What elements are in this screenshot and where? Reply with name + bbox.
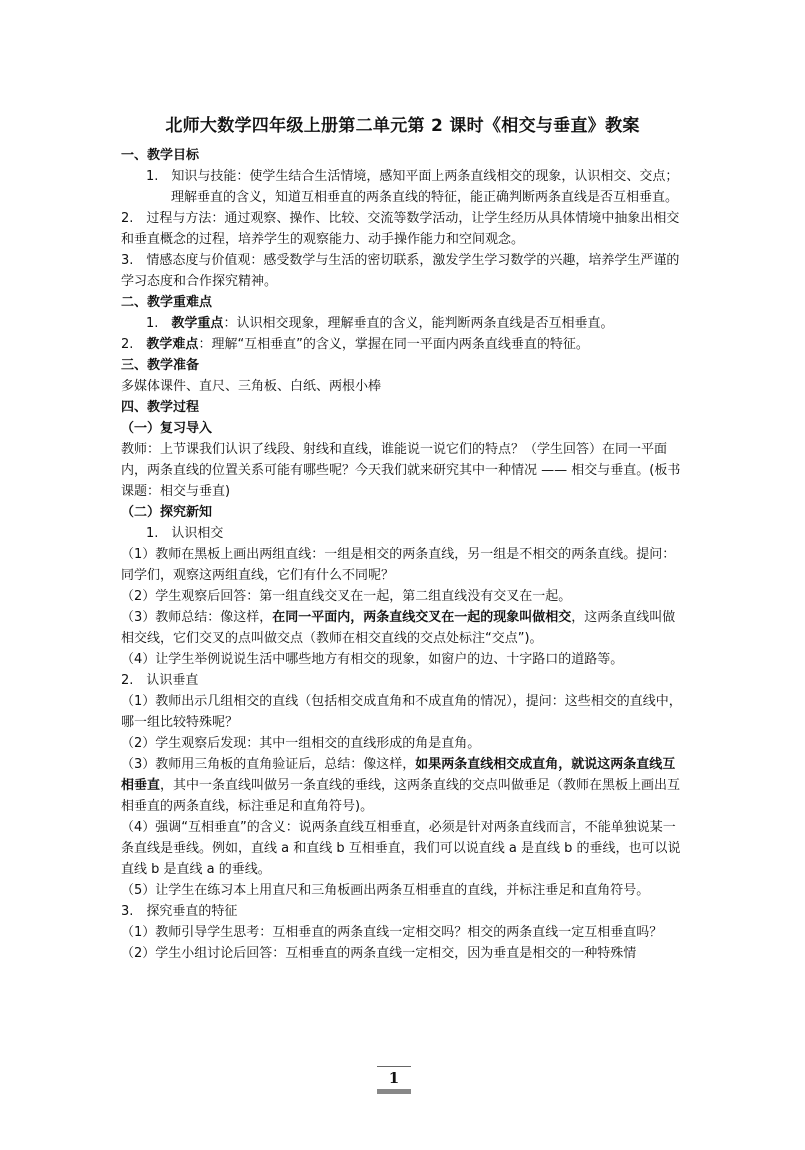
part-title-perpendicular: 2. 认识垂直 [121,673,199,688]
objective-item: 1. 知识与技能：使学生结合生活情境，感知平面上两条直线相交的现象，认识相交、交点；理解垂直的含义，知道互相垂直的两条直线的特征，能正确判断两条直线是否互相垂直。 [146,169,679,205]
subsection-heading-explore: （二）探究新知 [121,505,213,520]
item-number: 2. [121,337,134,352]
text-run: ，其中一条直线叫做另一条直线的垂线，这两条直线的交点叫做垂足（教师在黑板上画出互相垂直的两条直线，标注垂足和直角符号)。 [121,778,681,814]
paragraph: （4）强调“互相垂直”的含义：说两条直线互相垂直，必须是针对两条直线而言，不能单独说某一条直线是垂线。例如，直线 a 和直线 b 互相垂直，我们可以说直线 a 是直线 b 的垂线，也可以说直线 b 是直线 a 的垂线。 [121,820,681,877]
subsection-heading-review: （一）复习导入 [121,421,213,436]
section-heading-process: 四、教学过程 [121,400,200,415]
section-heading-objectives: 一、教学目标 [121,148,200,163]
paragraph: （1）教师引导学生思考：互相垂直的两条直线一定相交吗？相交的两条直线一定互相垂直吗？ [121,925,663,940]
paragraph [121,607,686,649]
document-title: 北师大数学四年级上册第二单元第 2 课时《相交与垂直》教案 [165,116,640,136]
section-heading-key-points: 二、教学重难点 [121,295,213,310]
paragraph: （1）教师在黑板上画出两组直线：一组是相交的两条直线，另一组是不相交的两条直线。提问：同学们，观察这两组直线，它们有什么不同呢？ [121,547,676,583]
document-body [121,145,686,964]
paragraph [121,754,686,817]
paragraph: （1）教师出示几组相交的直线（包括相交成直角和不成直角的情况），提问：这些相交的直线中，哪一组比较特殊呢？ [121,694,682,730]
bold-definition: 如果两条直线相交成直角，就说这两条直线互相垂直 [121,757,676,793]
difficulty-item [121,334,686,355]
text-run: （3）教师用三角板的直角验证后，总结：像这样， [121,757,416,772]
paragraph: （2）学生观察后回答：第一组直线交叉在一起，第二组直线没有交叉在一起。 [121,589,572,604]
page-number: 1 [388,1069,400,1087]
part-title-intersection: 1. 认识相交 [146,526,224,541]
page-footer [377,1066,411,1094]
paragraph: （2）学生小组讨论后回答：互相垂直的两条直线一定相交，因为垂直是相交的一种特殊情 [121,946,637,961]
item-text: ：理解“互相垂直”的含义，掌握在同一平面内两条直线垂直的特征。 [198,337,589,352]
objective-item: 2. 过程与方法：通过观察、操作、比较、交流等数学活动，让学生经历从具体情境中抽象出相交和垂直概念的过程，培养学生的观察能力、动手操作能力和空间观念。 [121,211,680,247]
item-number: 1. [146,316,159,331]
bold-definition: 在同一平面内，两条直线交叉在一起的现象叫做相交 [272,610,572,625]
section-heading-preparation: 三、教学准备 [121,358,200,373]
paragraph: （2）学生观察后发现：其中一组相交的直线形成的角是直角。 [121,736,481,751]
part-title-features: 3. 探究垂直的特征 [121,904,238,919]
footer-bar [377,1089,411,1094]
item-text: ：认识相交现象，理解垂直的含义，能判断两条直线是否互相垂直。 [223,316,614,331]
paragraph: 教师：上节课我们认识了线段、射线和直线，谁能说一说它们的特点？（学生回答）在同一平面内，两条直线的位置关系可能有哪些呢？今天我们就来研究其中一种情况 —— 相交与垂直。(板书课题：相交与垂直) [121,442,681,499]
text-run: （3）教师总结：像这样， [121,610,273,625]
bold-label: 教学重点 [171,316,224,331]
paragraph: （5）让学生在练习本上用直尺和三角板画出两条互相垂直的直线，并标注垂足和直角符号。 [121,883,650,898]
objective-item: 3. 情感态度与价值观：感受数学与生活的密切联系，激发学生学习数学的兴趣，培养学生严谨的学习态度和合作探究精神。 [121,253,680,289]
key-point-item [121,313,686,334]
paragraph: （4）让学生举例说说生活中哪些地方有相交的现象，如窗户的边、十字路口的道路等。 [121,652,624,667]
preparation-text: 多媒体课件、直尺、三角板、白纸、两根小棒 [121,379,382,394]
bold-label: 教学难点 [146,337,199,352]
text-run: ，这两条直线叫做相交线，它们交叉的点叫做交点（教师在相交直线的交点处标注“交点”)。 [121,610,676,646]
